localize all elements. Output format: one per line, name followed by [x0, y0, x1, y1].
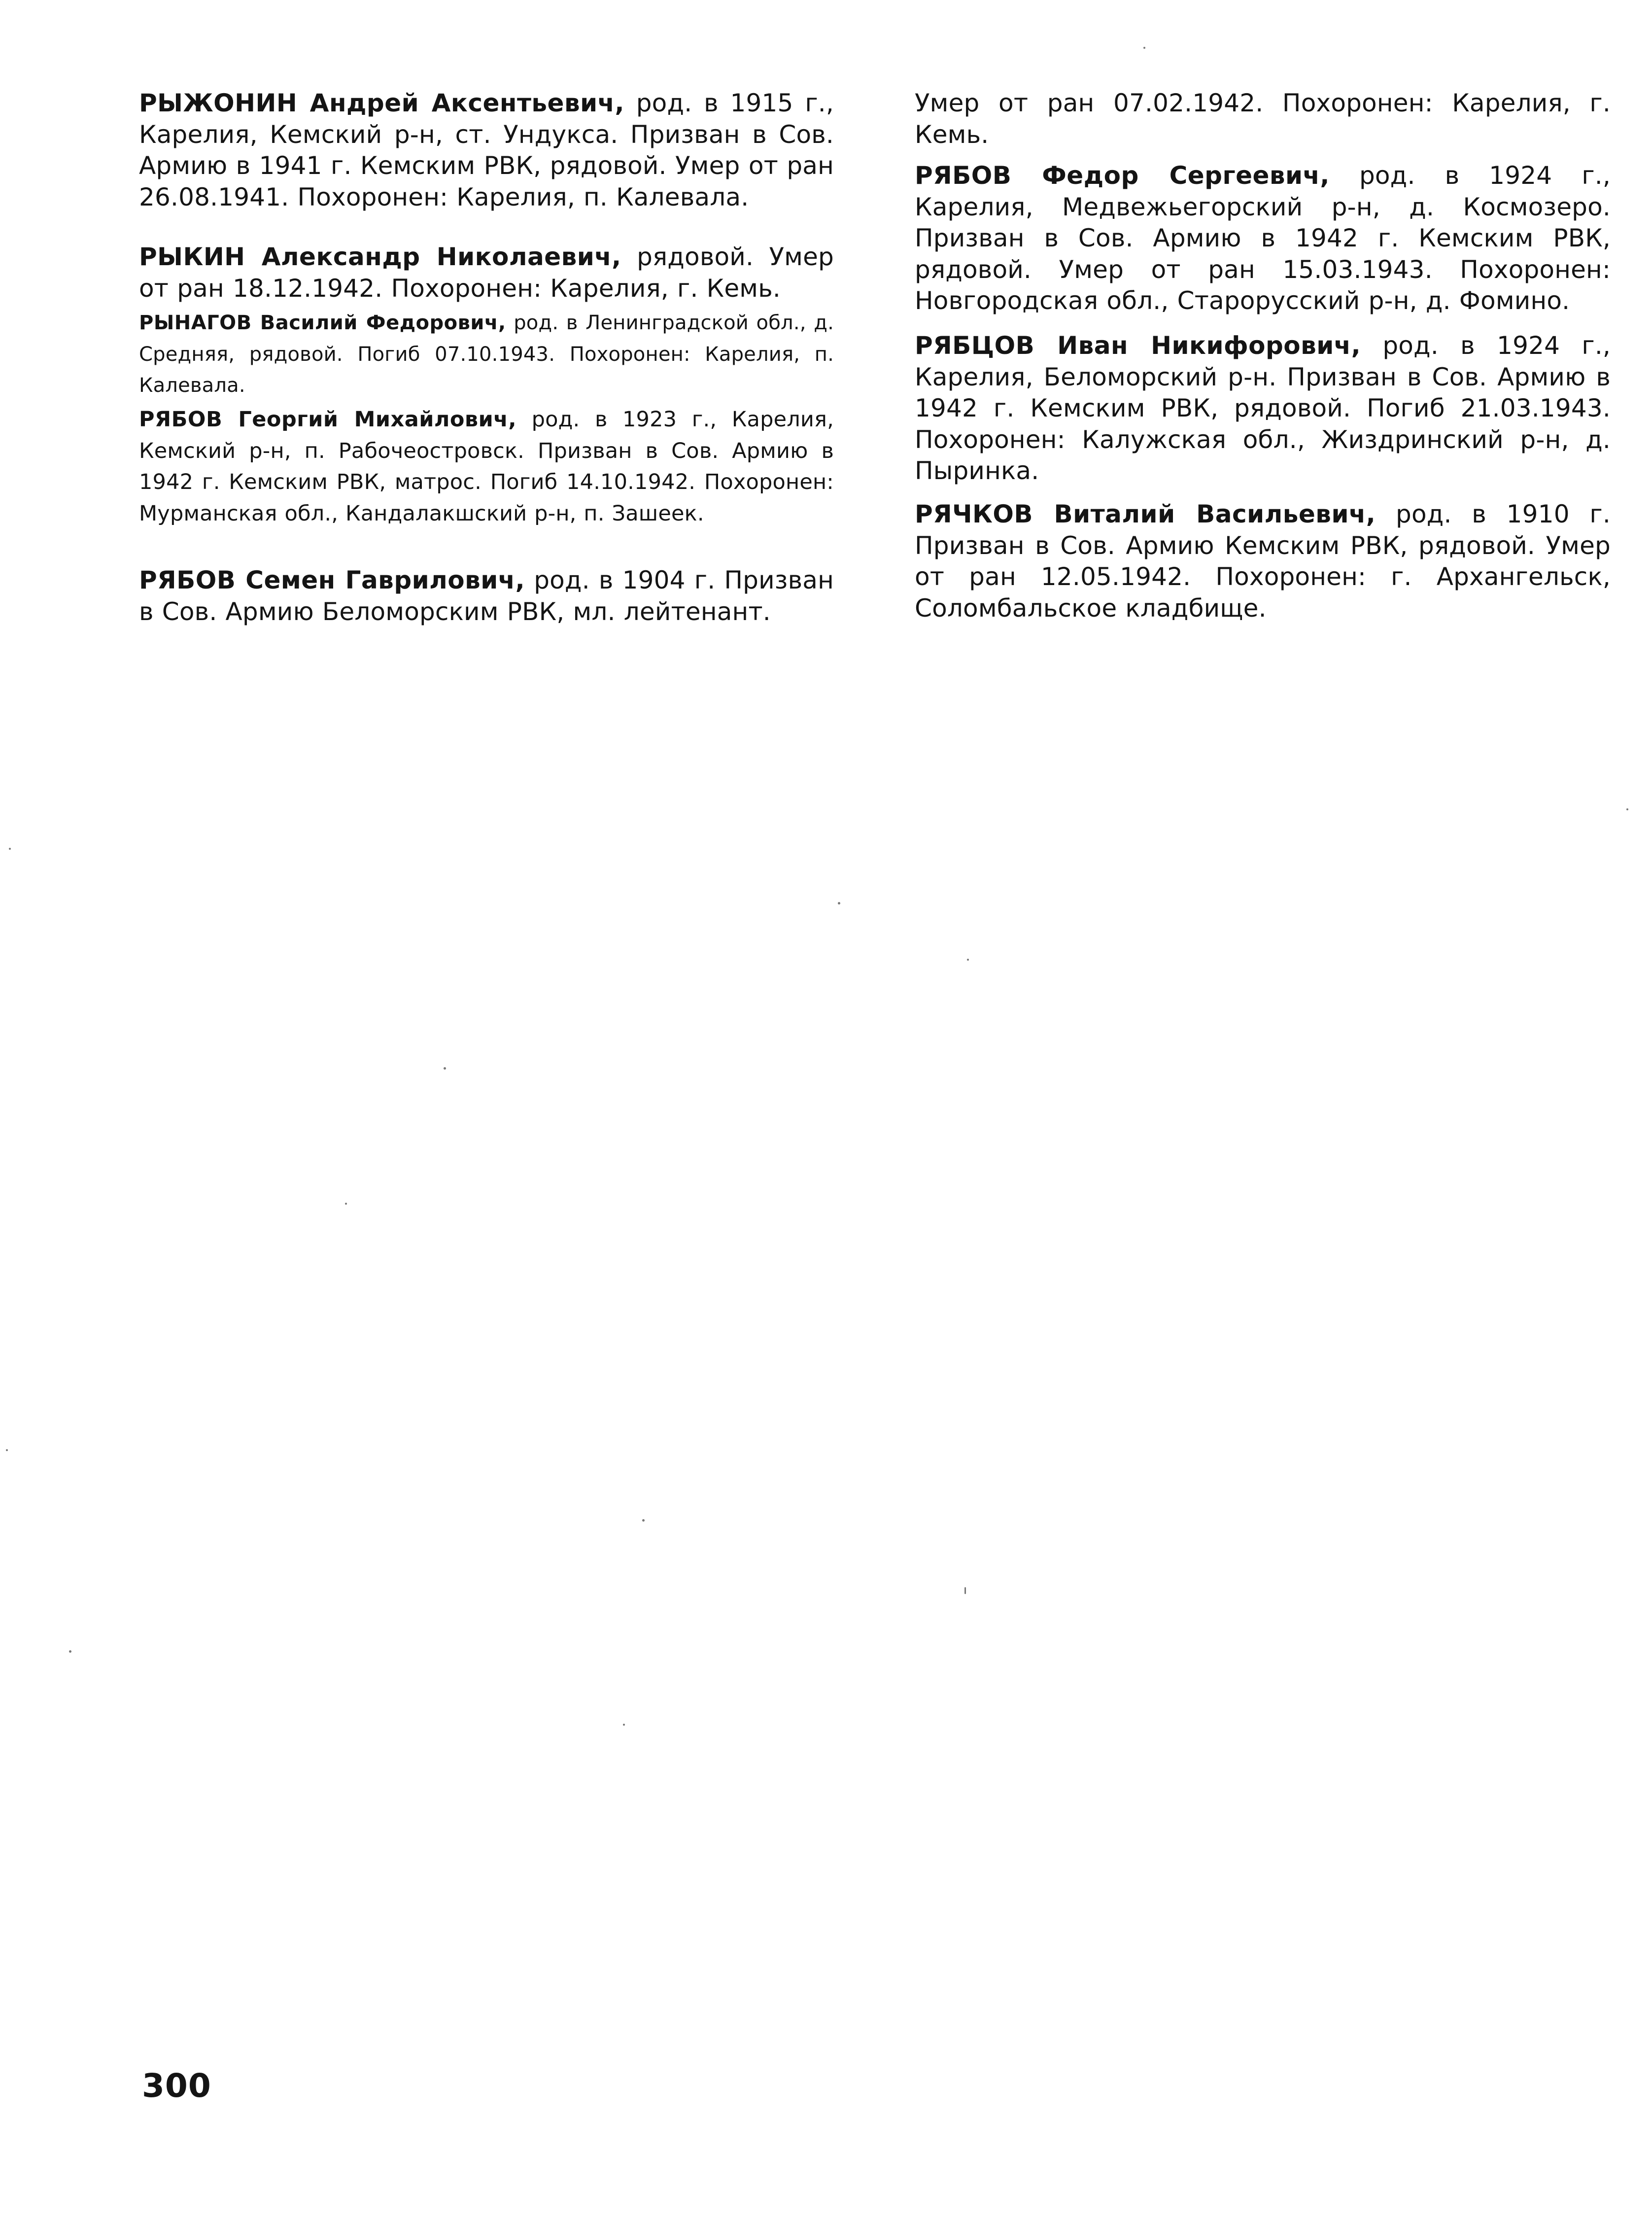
entry-ryabov-semen — [139, 565, 834, 627]
entry-name: РЯБОВ Семен Гаврилович, — [139, 566, 525, 594]
entry-name: РЯБОВ Федор Сергеевич, — [915, 161, 1330, 190]
entry-text: род. в Ленинградской обл., д. Средняя, рядовой. Погиб 07.10.1943. Похоронен: Карелия, п. Калевала. — [139, 312, 834, 397]
entry-text: род. в 1923 г., Карелия, Кемский р-н, п. Рабочеостровск. Призван в Сов. Армию в 1942 г. Кемским РВК, матрос. Погиб 14.10.1942. Похоронен: Мурманская обл., Кандалакшский р-н, п. Зашеек. — [139, 407, 834, 526]
entry-text: род. в 1924 г., Карелия, Медвежьегорский р-н, д. Космозеро. Призван в Сов. Армию в 1942 г. Кемским РВК, рядовой. Умер от ран 15.03.1943. Похоронен: Новгородская обл., Старорусский р-н, д. Фомино. — [915, 161, 1611, 315]
scan-speck — [642, 1519, 645, 1522]
scan-speck — [345, 1203, 347, 1205]
entry-name: РЯБЦОВ Иван Никифорович, — [915, 331, 1361, 360]
entry-rykin — [139, 242, 834, 304]
page-number: 300 — [142, 2067, 211, 2105]
entry-name: РЫЖОНИН Андрей Аксентьевич, — [139, 89, 624, 117]
scan-speck — [69, 1650, 71, 1653]
scan-speck — [6, 1449, 8, 1451]
entry-ryabov-georgy — [139, 404, 834, 529]
scan-speck — [838, 902, 840, 904]
entry-text: род. в 1915 г., Карелия, Кемский р-н, ст. Ундукса. Призван в Сов. Армию в 1941 г. Кемским РВК, рядовой. Умер от ран 26.08.1941. Похоронен: Карелия, п. Калевала. — [139, 89, 834, 211]
entry-text: род. в 1910 г. Призван в Сов. Армию Кемским РВК, рядовой. Умер от ран 12.05.1942. Похоронен: г. Архангельск, Соломбальское кладбище. — [915, 500, 1611, 623]
entry-name: РЯБОВ Георгий Михайлович, — [139, 407, 517, 432]
entry-text: Умер от ран 07.02.1942. Похоронен: Карелия, г. Кемь. — [915, 89, 1611, 149]
entry-rynagov — [139, 308, 834, 402]
scan-speck — [1626, 808, 1628, 810]
entry-ryabtsov — [915, 330, 1611, 487]
entry-name: РЫКИН Александр Николаевич, — [139, 243, 621, 271]
entry-ryachkov — [915, 499, 1611, 624]
scan-speck — [9, 848, 11, 850]
entry-continuation — [915, 88, 1611, 150]
entry-text: род. в 1904 г. Призван в Сов. Армию Беломорским РВК, мл. лейтенант. — [139, 566, 834, 626]
entry-ryabov-fedor — [915, 160, 1611, 317]
scan-speck — [967, 959, 969, 961]
scan-speck — [444, 1067, 446, 1070]
entry-text: рядовой. Умер от ран 18.12.1942. Похоронен: Карелия, г. Кемь. — [139, 243, 834, 303]
entry-ryzhonin — [139, 88, 834, 213]
scan-speck — [1143, 47, 1145, 49]
scan-speck — [623, 1724, 625, 1726]
entry-name: РЫНАГОВ Василий Федорович, — [139, 312, 506, 334]
entry-name: РЯЧКОВ Виталий Васильевич, — [915, 500, 1376, 528]
scan-speck — [964, 1587, 966, 1594]
entry-text: род. в 1924 г., Карелия, Беломорский р-н. Призван в Сов. Армию в 1942 г. Кемским РВК, рядовой. Погиб 21.03.1943. Похоронен: Калужская обл., Жиздринский р-н, д. Пыринка. — [915, 331, 1611, 486]
